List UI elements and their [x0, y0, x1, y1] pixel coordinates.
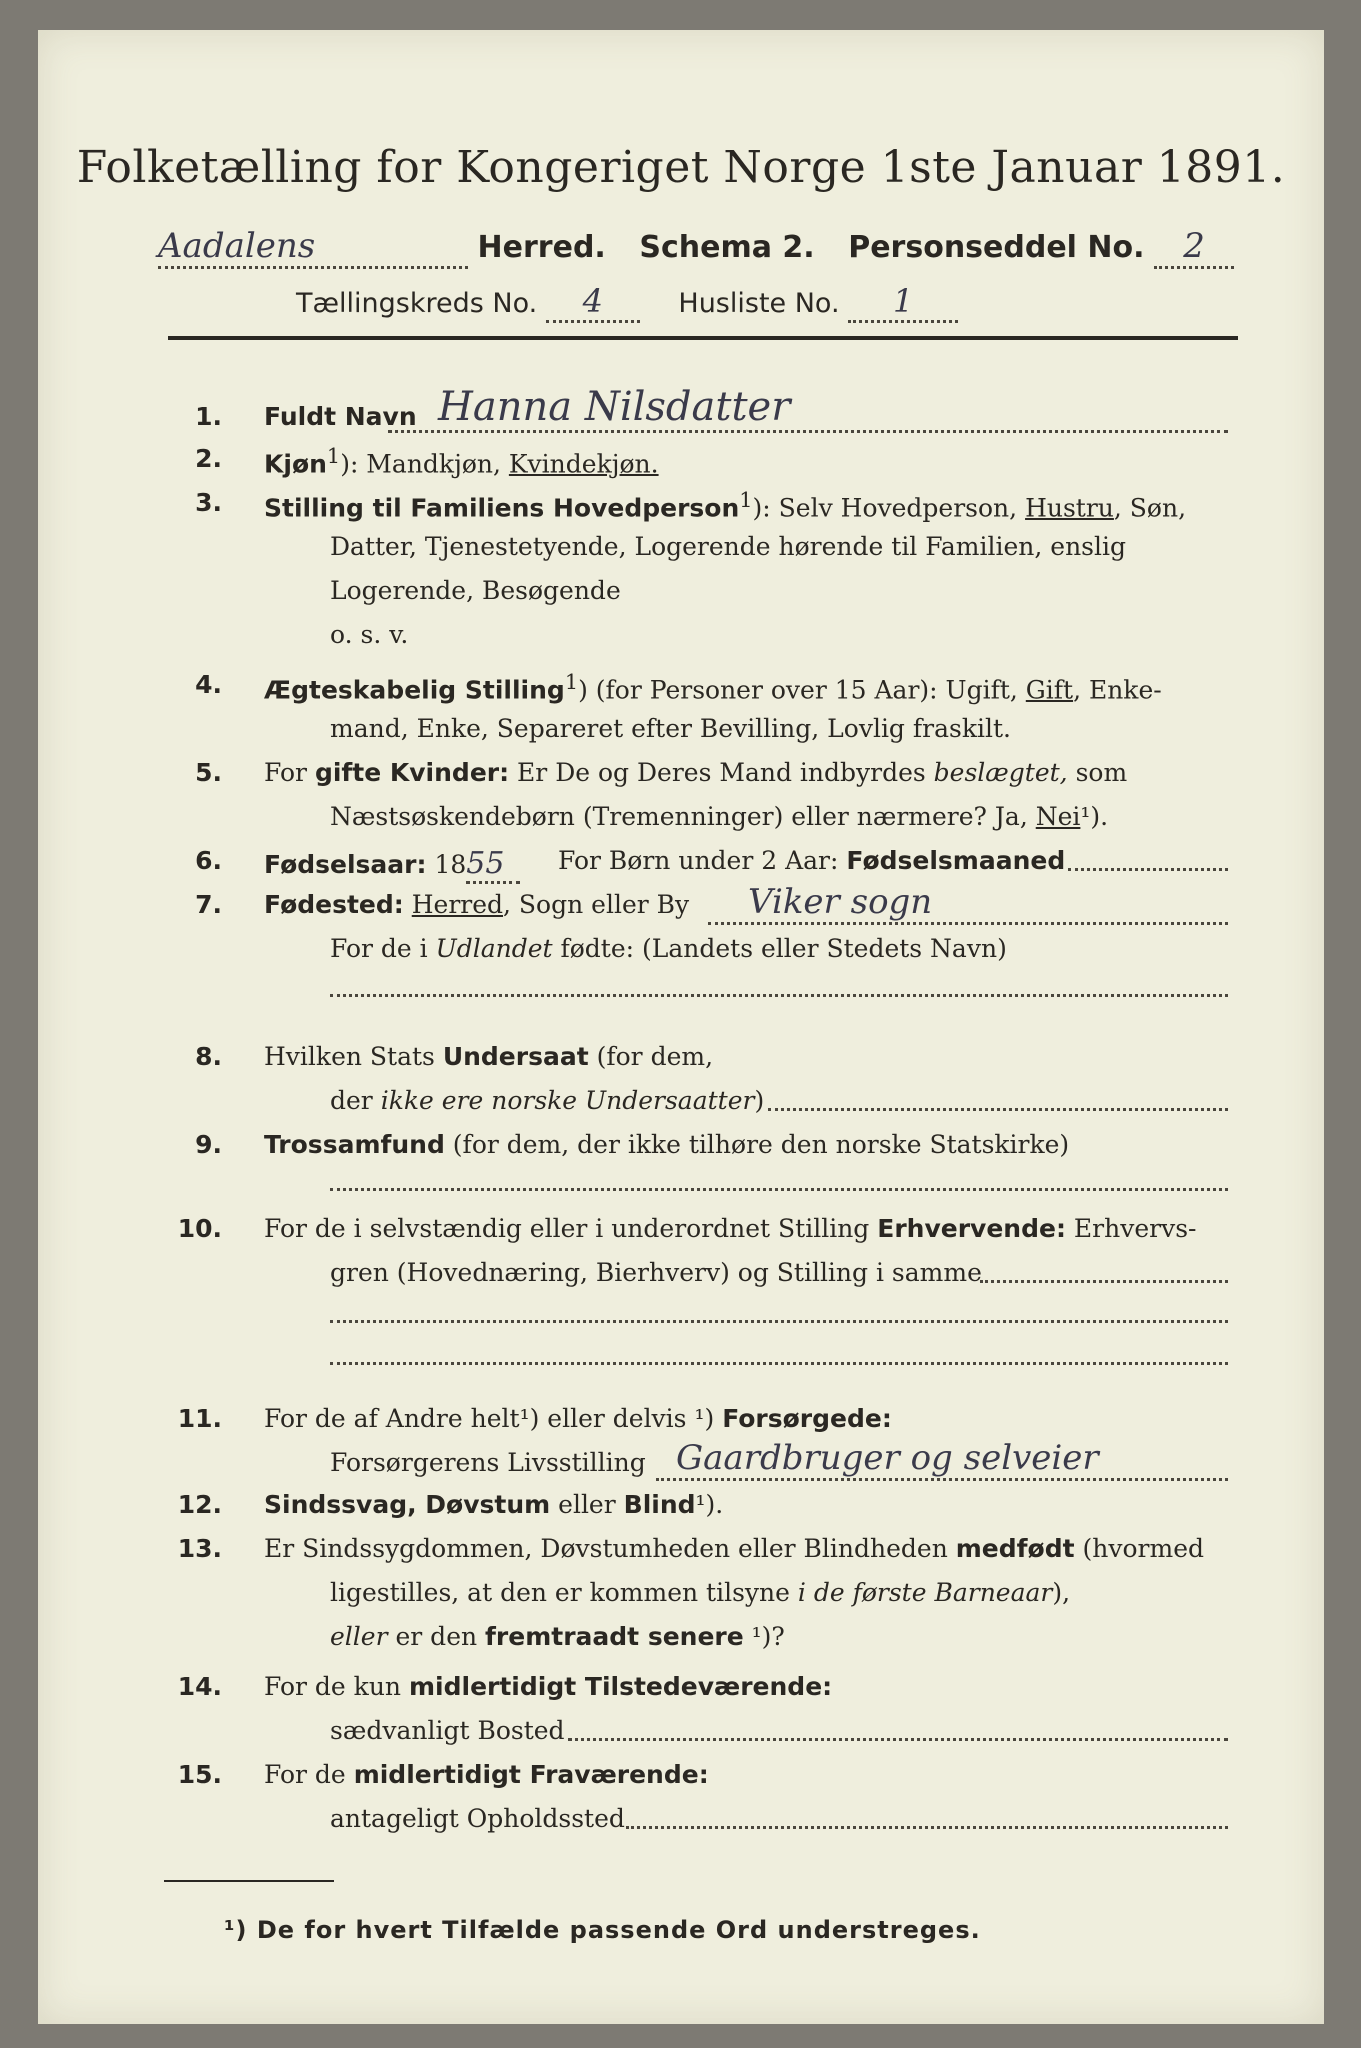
item-number: 14.: [177, 1672, 222, 1701]
item-label: fremtraadt senere: [485, 1622, 744, 1651]
item-text: For: [264, 758, 315, 787]
item-italic: eller: [330, 1622, 388, 1651]
item-number: 2.: [195, 444, 222, 473]
footnote-mark: 1: [326, 444, 341, 468]
item-text: ): [754, 1086, 765, 1115]
footnote: ¹) De for hvert Tilfælde passende Ord understreges.: [224, 1916, 981, 1944]
footnote-mark: 1: [739, 488, 753, 512]
item-text: ¹).: [1080, 802, 1109, 831]
item-text: der: [330, 1086, 381, 1115]
item-label: Ægteskabelig Stilling: [264, 675, 565, 705]
personseddel-label: Personseddel No.: [848, 230, 1145, 265]
item-text: (for dem,: [588, 1042, 714, 1071]
item-label: Fødselsmaaned: [846, 846, 1066, 875]
item-number: 9.: [195, 1130, 222, 1159]
fill-line: [330, 1188, 1228, 1191]
item-text: For de i: [330, 934, 436, 963]
form-title: Folketælling for Kongeriget Norge 1ste Januar 1891.: [76, 142, 1286, 193]
personseddel-value: 2: [1154, 226, 1234, 269]
item-text: o. s. v.: [330, 620, 409, 649]
item-label: Fødselsaar:: [264, 850, 427, 879]
schema-label: Schema 2.: [639, 230, 815, 265]
item-text: Hvilken Stats: [264, 1042, 443, 1071]
item-number: 10.: [177, 1214, 222, 1243]
item-text: ): Mandkjøn,: [340, 449, 509, 479]
underlined-option: Kvindekjøn.: [508, 449, 659, 479]
item-number: 13.: [177, 1534, 222, 1563]
item-text: Næstsøskendebørn (Tremenninger) eller nærmere? Ja,: [330, 802, 1036, 831]
kreds-label: Tællingskreds No.: [296, 288, 538, 319]
fill-line: [768, 1108, 1228, 1111]
kreds-value: 4: [546, 282, 640, 323]
item-label: Fuldt Navn: [264, 402, 417, 431]
item-label: Erhvervende:: [877, 1214, 1066, 1243]
underlined-option: Herred: [411, 890, 504, 919]
item-number: 15.: [177, 1760, 222, 1789]
item-text: sædvanligt Bosted: [330, 1716, 565, 1745]
fill-line: [1068, 868, 1228, 871]
item-text: ): Selv Hovedperson,: [752, 493, 1026, 523]
item-text: For de i selvstændig eller i underordnet Stilling: [264, 1214, 878, 1243]
fill-line: [330, 1320, 1228, 1323]
item-label: midlertidigt Fraværende:: [353, 1760, 709, 1789]
item-italic: ikke ere norske Undersaatter: [380, 1086, 755, 1115]
fill-line: [980, 1280, 1228, 1283]
item-text: , Sogn eller By: [503, 890, 690, 919]
census-form-sheet: [38, 30, 1324, 2024]
item-number: 11.: [177, 1404, 222, 1433]
birth-year-value: 55: [466, 846, 520, 884]
item-text: (for dem, der ikke tilhøre den norske Statskirke): [444, 1130, 1070, 1159]
item-text: Logerende, Besøgende: [330, 576, 621, 605]
item-text: For de kun: [264, 1672, 409, 1701]
item-text: ) (for Personer over 15 Aar): Ugift,: [578, 675, 1026, 705]
underlined-option: Hustru: [1025, 493, 1114, 523]
item-label: Kjøn: [264, 449, 327, 479]
item-text: , Søn,: [1113, 493, 1187, 523]
fill-line: [330, 1362, 1228, 1365]
footnote-divider: [164, 1880, 334, 1882]
item-text: mand, Enke, Separeret efter Bevilling, Lovlig fraskilt.: [330, 714, 1011, 743]
item-text: ¹).: [695, 1490, 724, 1519]
provider-occupation-value: Gaardbruger og selveier: [656, 1438, 1228, 1481]
item-text: ),: [1052, 1578, 1071, 1607]
item-label: Stilling til Familiens Hovedperson: [264, 493, 740, 523]
item-label: midlertidigt Tilstedeværende:: [408, 1672, 833, 1701]
footnote-mark: 1: [564, 670, 579, 694]
item-text: som: [1067, 758, 1128, 787]
item-number: 12.: [177, 1490, 222, 1519]
item-label: Blind: [623, 1490, 696, 1519]
underlined-option: Nei: [1035, 802, 1081, 831]
item-number: 3.: [195, 488, 222, 517]
item-label: Trossamfund: [264, 1130, 445, 1159]
item-text: Er De og Deres Mand indbyrdes: [509, 758, 934, 787]
item-text: Datter, Tjenestetyende, Logerende hørende til Familien, enslig: [330, 532, 1127, 561]
item-number: 6.: [195, 846, 222, 875]
item-text: er den: [387, 1622, 486, 1651]
fill-line: [626, 1826, 1228, 1829]
item-number: 8.: [195, 1042, 222, 1071]
herred-line: [158, 226, 1234, 269]
item-text: eller: [550, 1490, 624, 1519]
herred-label: Herred.: [477, 230, 606, 265]
underlined-option: Gift: [1025, 675, 1074, 705]
item-number: 7.: [195, 890, 222, 919]
item-label: Undersaat: [442, 1042, 589, 1071]
item-text: fødte: (Landets eller Stedets Navn): [552, 934, 1007, 963]
item-label: Fødested:: [264, 890, 404, 919]
fill-line: [330, 994, 1228, 997]
item-text: , Enke-: [1073, 675, 1162, 705]
item-text: ¹)?: [743, 1622, 785, 1651]
item-label: gifte Kvinder:: [314, 758, 510, 787]
item-text: (hvormed: [1074, 1534, 1204, 1563]
item-text: For Børn under 2 Aar:: [558, 846, 847, 875]
item-label: Forsørgede:: [722, 1404, 892, 1433]
item-italic: i de første Barneaar: [797, 1578, 1053, 1607]
item-italic: beslægtet,: [933, 758, 1068, 787]
herred-value: Aadalens: [158, 226, 468, 269]
item-number: 1.: [195, 402, 222, 431]
kreds-line: [296, 282, 958, 323]
item-text: For de af Andre helt¹) eller delvis ¹): [264, 1404, 723, 1433]
item-text: Er Sindssygdommen, Døvstumheden eller Blindheden: [264, 1534, 956, 1563]
item-text: antageligt Opholdssted: [330, 1804, 625, 1833]
birthplace-value: Viker sogn: [708, 882, 1228, 925]
husliste-label: Husliste No.: [678, 288, 840, 319]
item-text: ligestilles, at den er kommen tilsyne: [330, 1578, 798, 1607]
item-text: gren (Hovednæring, Bierhverv) og Stilling i samme: [330, 1258, 982, 1287]
item-label: Sindssvag, Døvstum: [264, 1490, 551, 1519]
item-number: 5.: [195, 758, 222, 787]
item-number: 4.: [195, 670, 222, 699]
item-text: [404, 890, 412, 919]
full-name-value: Hanna Nilsdatter: [388, 384, 1228, 433]
item-text: For de: [264, 1760, 354, 1789]
item-text: 18: [426, 850, 467, 879]
item-label: medfødt: [955, 1534, 1075, 1563]
fill-line: [568, 1738, 1228, 1741]
header-divider: [168, 336, 1238, 340]
item-text: Forsørgerens Livsstilling: [330, 1448, 646, 1477]
husliste-value: 1: [848, 282, 958, 323]
item-text: Erhvervs-: [1065, 1214, 1197, 1243]
item-italic: Udlandet: [435, 934, 553, 963]
